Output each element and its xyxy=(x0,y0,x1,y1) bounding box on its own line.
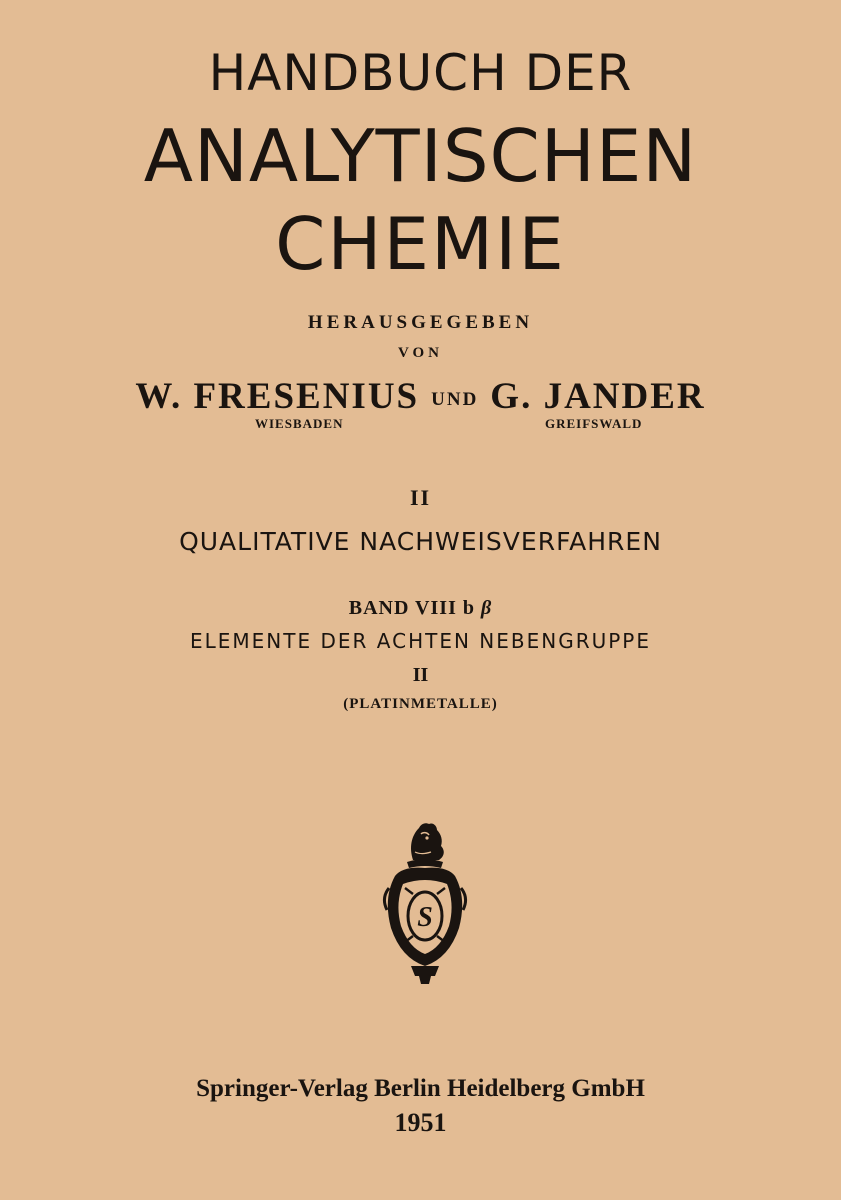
editor-2-place: GREIFSWALD xyxy=(545,416,643,431)
volume-part: II xyxy=(412,664,429,686)
publisher: Springer-Verlag Berlin Heidelberg GmbH xyxy=(196,1075,645,1102)
title-line-1: HANDBUCH DER xyxy=(208,44,633,102)
volume-suffix: β xyxy=(480,597,493,619)
logo-monogram: S xyxy=(417,902,433,933)
title-line-3: CHEMIE xyxy=(275,202,566,286)
part-number: II xyxy=(409,485,432,510)
volume-label-line xyxy=(0,598,841,618)
editor-1: W. FRESENIUS xyxy=(135,376,420,417)
springer-knight-logo-icon xyxy=(375,818,475,988)
title-line-2: ANALYTISCHEN xyxy=(143,114,698,198)
editors-line xyxy=(0,378,841,415)
edited-label: HERAUSGEGEBEN xyxy=(307,312,534,333)
part-title: QUALITATIVE NACHWEISVERFAHREN xyxy=(179,527,662,556)
editor-2: G. JANDER xyxy=(490,376,706,417)
by-label: VON xyxy=(397,345,444,361)
volume-subtitle: (PLATINMETALLE) xyxy=(343,696,498,712)
and-label: UND xyxy=(431,389,479,410)
volume-label: BAND VIII b xyxy=(348,597,475,619)
volume-title: ELEMENTE DER ACHTEN NEBENGRUPPE xyxy=(190,629,651,653)
editor-1-place: WIESBADEN xyxy=(255,416,344,431)
publication-year: 1951 xyxy=(394,1108,447,1137)
